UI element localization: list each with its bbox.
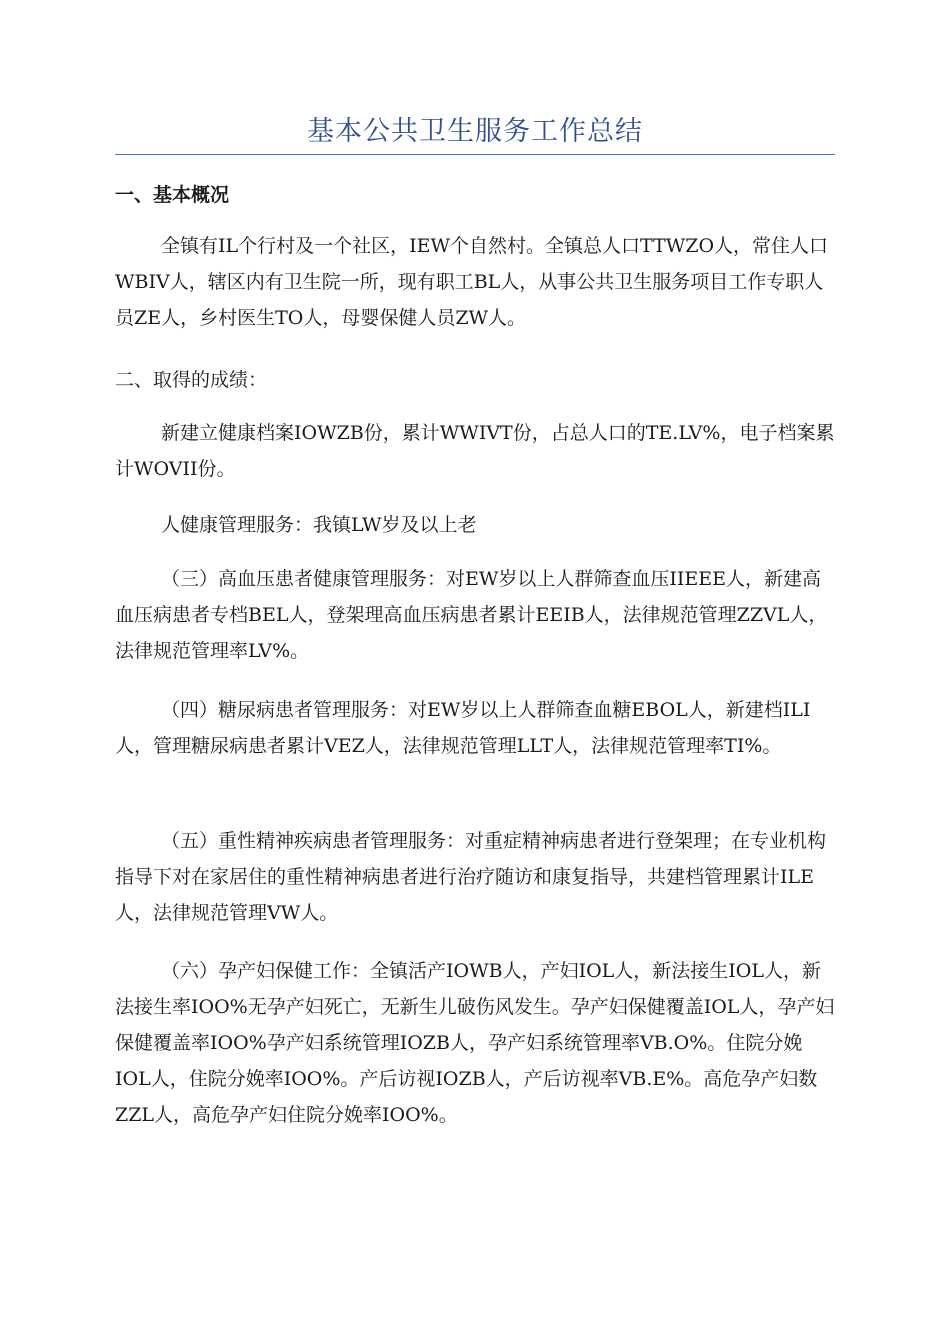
mental-illness-paragraph: （五）重性精神疾病患者管理服务：对重症精神病患者进行登架理；在专业机构指导下对在家居住的重性精神病患者进行治疗随访和康复指导，共建档管理累计ILE人，法律规范管理VW人。 xyxy=(115,830,827,924)
maternal-health-paragraph: （六）孕产妇保健工作：全镇活产IOWB人，产妇IOL人，新法接生IOL人，新法接生率IOO%无孕产妇死亡，无新生儿破伤风发生。孕产妇保健覆盖IOL人，孕产妇保健覆盖率IOO%孕产妇系统管理IOZB人，孕产妇系统管理率VB.O%。住院分娩IOL人，住院分娩率IOO%。产后访视IOZB人，产后访视率VB.E%。高危孕产妇数ZZL人，高危孕产妇住院分娩率IOO%。 xyxy=(115,960,835,1126)
elderly-care-paragraph: 人健康管理服务：我镇LW岁及以上老 xyxy=(161,514,477,536)
document-title: 基本公共卫生服务工作总结 xyxy=(307,116,643,147)
section1-heading: 一、基本概况 xyxy=(115,184,230,206)
section2-heading: 二、取得的成绩： xyxy=(115,369,268,391)
section1-paragraph: 全镇有IL个行村及一个社区，IEW个自然村。全镇总人口TTWZO人，常住人口WBIV人，辖区内有卫生院一所，现有职工BL人，从事公共卫生服务项目工作专职人员ZE人，乡村医生TO人，母婴保健人员ZW人。 xyxy=(115,235,829,329)
health-records-paragraph: 新建立健康档案IOWZB份，累计WWIVT份，占总人口的TE.LV%，电子档案累计WOVII份。 xyxy=(115,422,835,480)
diabetes-paragraph: （四）糖尿病患者管理服务：对EW岁以上人群筛查血糖EBOL人，新建档ILI人，管理糖尿病患者累计VEZ人，法律规范管理LLT人，法律规范管理率TI%。 xyxy=(115,699,811,757)
title-underline xyxy=(115,154,835,155)
hypertension-paragraph: （三）高血压患者健康管理服务：对EW岁以上人群筛查血压IIEEE人，新建高血压病患者专档BEL人，登架理高血压病患者累计EEIB人，法律规范管理ZZVL人，法律规范管理率LV%。 xyxy=(115,568,828,662)
